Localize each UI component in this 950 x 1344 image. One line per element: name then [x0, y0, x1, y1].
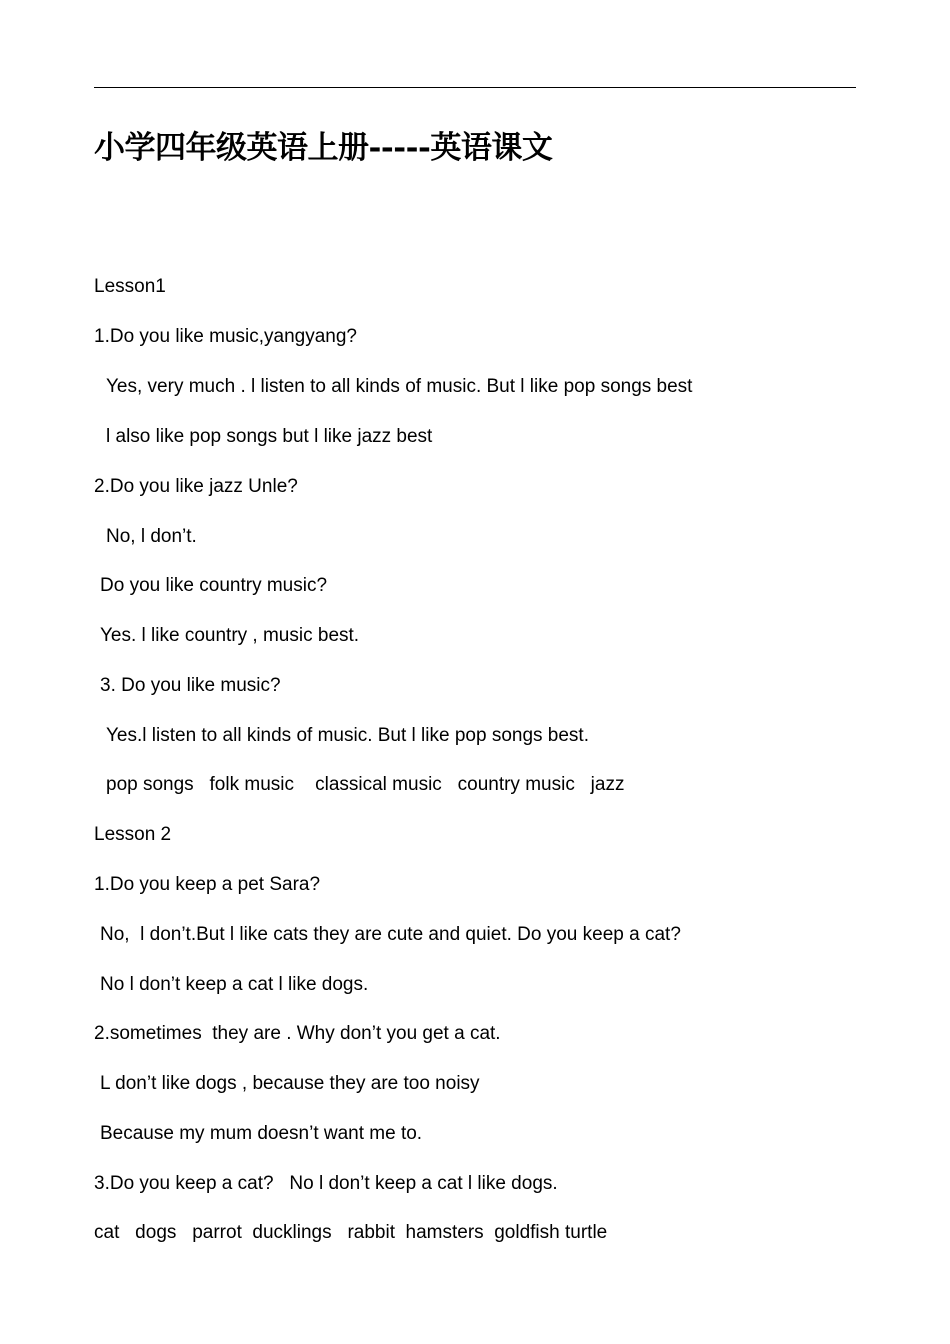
text-line: No l don’t keep a cat l like dogs.: [100, 974, 369, 995]
text-line: 3.Do you keep a cat? No l don’t keep a cat l like dogs.: [94, 1173, 558, 1194]
text-line: Yes. l like country , music best.: [100, 625, 360, 646]
text-line: No, l don’t.But l like cats they are cute and quiet. Do you keep a cat?: [100, 924, 681, 945]
text-line: 2.Do you like jazz Unle?: [94, 476, 298, 497]
text-line: 1.Do you keep a pet Sara?: [94, 874, 321, 895]
text-line: l also like pop songs but l like jazz best: [106, 426, 433, 447]
text-line: Do you like country music?: [100, 575, 328, 596]
text-line: Lesson 2: [94, 824, 172, 845]
text-line: No, l don’t.: [106, 526, 197, 547]
text-line: L don’t like dogs , because they are too noisy: [100, 1073, 480, 1094]
document-title: 小学四年级英语上册-----英语课文: [94, 130, 553, 166]
text-line: 1.Do you like music,yangyang?: [94, 326, 357, 347]
text-line: Lesson1: [94, 276, 166, 297]
text-line: Because my mum doesn’t want me to.: [100, 1123, 423, 1144]
text-line: 2.sometimes they are . Why don’t you get a cat.: [94, 1023, 501, 1044]
text-line: Yes, very much . l listen to all kinds of music. But l like pop songs best: [106, 376, 693, 397]
text-line: cat dogs parrot ducklings rabbit hamsters goldfish turtle: [94, 1222, 608, 1243]
text-line: 3. Do you like music?: [100, 675, 281, 696]
header-rule: [94, 87, 856, 88]
text-line: pop songs folk music classical music country music jazz: [106, 774, 625, 795]
text-line: Yes.l listen to all kinds of music. But l like pop songs best.: [106, 725, 589, 746]
